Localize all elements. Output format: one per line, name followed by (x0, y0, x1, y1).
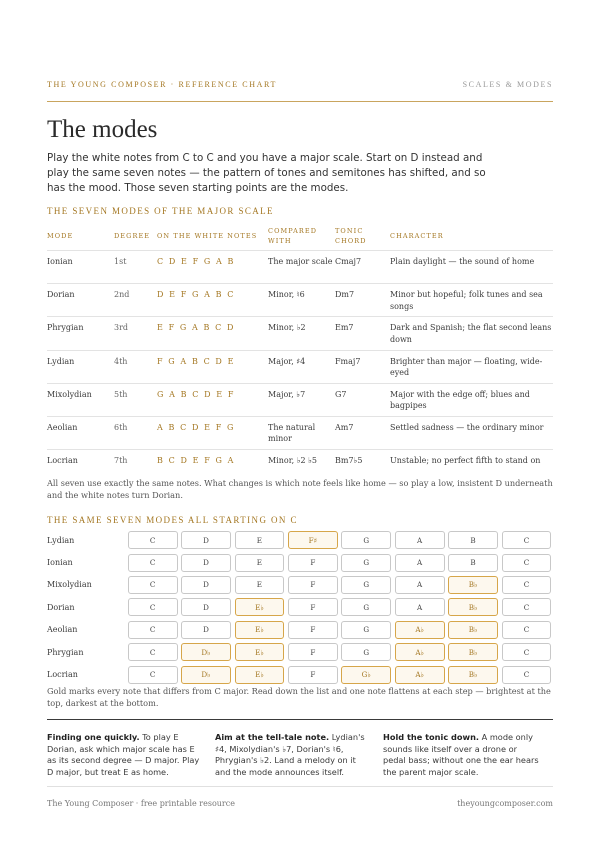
note-cell: G (341, 643, 391, 661)
altered-note-cell: F♯ (288, 531, 338, 549)
column-header: TONIC CHORD (335, 227, 367, 245)
white-notes-cell: E F G A B C D (157, 323, 236, 333)
grid-mode-label: Phrygian (47, 647, 84, 657)
section-heading-modes: THE SEVEN MODES OF THE MAJOR SCALE (47, 206, 274, 216)
altered-note-cell: G♭ (341, 666, 391, 684)
tip-column (47, 732, 215, 779)
note-cell: D (181, 554, 231, 572)
tonic-chord-cell: Dm7 (335, 290, 355, 300)
note-cell: C (502, 598, 552, 616)
mode-name-cell: Mixolydian (47, 389, 92, 399)
degree-cell: 2nd (114, 290, 130, 300)
tonic-chord-cell: Bm7♭5 (335, 456, 363, 466)
mode-name-cell: Lydian (47, 356, 75, 366)
grid-mode-label: Locrian (47, 670, 78, 680)
character-cell: Major with the edge off; blues and bagpipes (390, 389, 530, 411)
table-row (47, 416, 553, 449)
note-cell: C (128, 598, 178, 616)
mode-name-cell: Locrian (47, 456, 78, 466)
footer-left: The Young Composer · free printable resource (47, 799, 235, 808)
altered-note-cell: A♭ (395, 666, 445, 684)
mode-name-cell: Phrygian (47, 323, 84, 333)
altered-note-cell: B♭ (448, 621, 498, 639)
compared-with-cell: The natural minor (268, 422, 316, 444)
column-header: MODE (47, 232, 74, 240)
altered-note-cell: A♭ (395, 643, 445, 661)
page-footer (47, 786, 553, 808)
altered-note-cell: D♭ (181, 666, 231, 684)
tip-column (383, 732, 551, 779)
altered-note-cell: E♭ (235, 598, 285, 616)
page-header (47, 80, 553, 102)
altered-note-cell: B♭ (448, 576, 498, 594)
note-cell: C (128, 666, 178, 684)
grid-mode-label: Ionian (47, 558, 73, 568)
grid-mode-label: Lydian (47, 535, 75, 545)
character-cell: Plain daylight — the sound of home (390, 257, 535, 266)
table-row (47, 316, 553, 349)
white-notes-cell: F G A B C D E (157, 356, 236, 366)
note-cell: E (235, 576, 285, 594)
grid-row (47, 641, 555, 663)
tip-title: Aim at the tell-tale note. (215, 732, 330, 742)
white-notes-cell: B C D E F G A (157, 456, 236, 466)
column-header: CHARACTER (390, 232, 444, 240)
altered-note-cell: B♭ (448, 598, 498, 616)
grid-row (47, 574, 555, 596)
note-cell: A (395, 531, 445, 549)
white-notes-cell: A B C D E F G (157, 422, 236, 432)
note-cell: D (181, 576, 231, 594)
grid-row (47, 551, 555, 573)
character-cell: Minor but hopeful; folk tunes and sea songs (390, 290, 543, 311)
grid-row (47, 596, 555, 618)
grid-mode-label: Mixolydian (47, 580, 92, 590)
character-cell: Dark and Spanish; the flat second leans down (390, 323, 552, 344)
grid-row (47, 529, 555, 551)
character-cell: Brighter than major — floating, wide-eyed (390, 356, 543, 378)
note-cell: G (341, 576, 391, 594)
white-notes-cell: C D E F G A B (157, 257, 236, 266)
note-cell: A (395, 598, 445, 616)
tip-title: Finding one quickly. (47, 732, 140, 742)
tonic-chord-cell: Em7 (335, 323, 354, 333)
compared-with-cell: Major, ♯4 (268, 356, 306, 366)
note-cell: C (128, 621, 178, 639)
degree-cell: 3rd (114, 323, 129, 333)
note-cell: C (502, 531, 552, 549)
character-cell: Settled sadness — the ordinary minor (390, 422, 544, 432)
mode-name-cell: Ionian (47, 257, 73, 266)
modes-table-note: All seven use exactly the same notes. What changes is which note feels like home — so play a low, insistent D underneath and the white notes turn Dorian. (47, 478, 553, 500)
note-cell: B (448, 531, 498, 549)
modes-table (47, 222, 553, 482)
note-cell: C (502, 576, 552, 594)
grid-row (47, 663, 555, 685)
character-cell: Unstable; no perfect fifth to stand on (390, 456, 541, 466)
note-cell: C (502, 554, 552, 572)
column-header: DEGREE (114, 232, 151, 240)
compared-with-cell: Minor, ♮6 (268, 290, 305, 300)
compared-with-cell: The major scale (268, 257, 333, 266)
grid-mode-label: Dorian (47, 602, 75, 612)
grid-row (47, 619, 555, 641)
mode-name-cell: Aeolian (47, 422, 78, 432)
degree-cell: 5th (114, 389, 128, 399)
compared-with-cell: Minor, ♭2 ♭5 (268, 456, 318, 466)
note-cell: F (288, 554, 338, 572)
note-cell: E (235, 531, 285, 549)
note-cell: A (395, 554, 445, 572)
note-cell: C (128, 554, 178, 572)
section-heading-grid: THE SAME SEVEN MODES ALL STARTING ON C (47, 515, 298, 525)
note-cell: C (128, 576, 178, 594)
modes-on-c-grid (47, 529, 555, 686)
note-cell: D (181, 621, 231, 639)
tip-text: A mode only sounds like itself over a drone or pedal bass; without one the ear hears the parent major scale. (383, 732, 539, 778)
table-row (47, 283, 553, 316)
note-cell: B (448, 554, 498, 572)
header-left: THE YOUNG COMPOSER · REFERENCE CHART (47, 80, 277, 89)
tip-title: Hold the tonic down. (383, 732, 480, 742)
degree-cell: 4th (114, 356, 128, 366)
note-cell: C (502, 666, 552, 684)
altered-note-cell: E♭ (235, 643, 285, 661)
column-header: ON THE WHITE NOTES (157, 232, 258, 240)
note-cell: E (235, 554, 285, 572)
note-cell: C (128, 643, 178, 661)
intro-paragraph: Play the white notes from C to C and you have a major scale. Start on D instead and play the same seven notes — the pattern of tones and semitones has shifted, and so has the mood. Those seven starting points are the modes. (47, 152, 486, 194)
altered-note-cell: D♭ (181, 643, 231, 661)
note-cell: F (288, 666, 338, 684)
tip-text: To play E Dorian, ask which major scale has E as its second degree — D major. Play D major, but treat E as home. (47, 732, 200, 778)
degree-cell: 1st (114, 257, 127, 266)
note-cell: G (341, 554, 391, 572)
altered-note-cell: A♭ (395, 621, 445, 639)
degree-cell: 7th (114, 456, 128, 466)
tip-column (215, 732, 383, 779)
note-cell: G (341, 531, 391, 549)
note-cell: C (502, 621, 552, 639)
note-cell: C (128, 531, 178, 549)
tonic-chord-cell: Fmaj7 (335, 356, 361, 366)
grid-mode-label: Aeolian (47, 625, 78, 635)
note-cell: C (502, 643, 552, 661)
tonic-chord-cell: Cmaj7 (335, 257, 362, 266)
modes-table-header (47, 222, 553, 250)
page-title: The modes (47, 116, 158, 143)
white-notes-cell: G A B C D E F (157, 389, 236, 399)
grid-note: Gold marks every note that differs from C major. Read down the list and one note flattens at each step — brightest at the top, darkest at the bottom. (47, 686, 551, 708)
header-right: SCALES & MODES (462, 80, 553, 89)
table-row (47, 383, 553, 416)
note-cell: D (181, 598, 231, 616)
note-cell: F (288, 576, 338, 594)
tip-text: Lydian's ♯4, Mixolydian's ♭7, Dorian's ♮6, Phrygian's ♭2. Land a melody on it and the mode announces itself. (215, 732, 365, 778)
footer-right: theyoungcomposer.com (457, 799, 553, 808)
altered-note-cell: E♭ (235, 621, 285, 639)
note-cell: A (395, 576, 445, 594)
note-cell: F (288, 621, 338, 639)
tips-row (47, 719, 553, 779)
degree-cell: 6th (114, 422, 128, 432)
white-notes-cell: D E F G A B C (157, 290, 236, 300)
note-cell: D (181, 531, 231, 549)
tonic-chord-cell: Am7 (335, 422, 354, 432)
altered-note-cell: B♭ (448, 666, 498, 684)
altered-note-cell: E♭ (235, 666, 285, 684)
table-row (47, 250, 553, 283)
note-cell: F (288, 643, 338, 661)
mode-name-cell: Dorian (47, 290, 75, 300)
column-header: COMPARED WITH (268, 227, 318, 245)
table-row (47, 350, 553, 383)
note-cell: G (341, 598, 391, 616)
compared-with-cell: Minor, ♭2 (268, 323, 306, 333)
note-cell: G (341, 621, 391, 639)
tonic-chord-cell: G7 (335, 389, 347, 399)
note-cell: F (288, 598, 338, 616)
compared-with-cell: Major, ♭7 (268, 389, 306, 399)
altered-note-cell: B♭ (448, 643, 498, 661)
